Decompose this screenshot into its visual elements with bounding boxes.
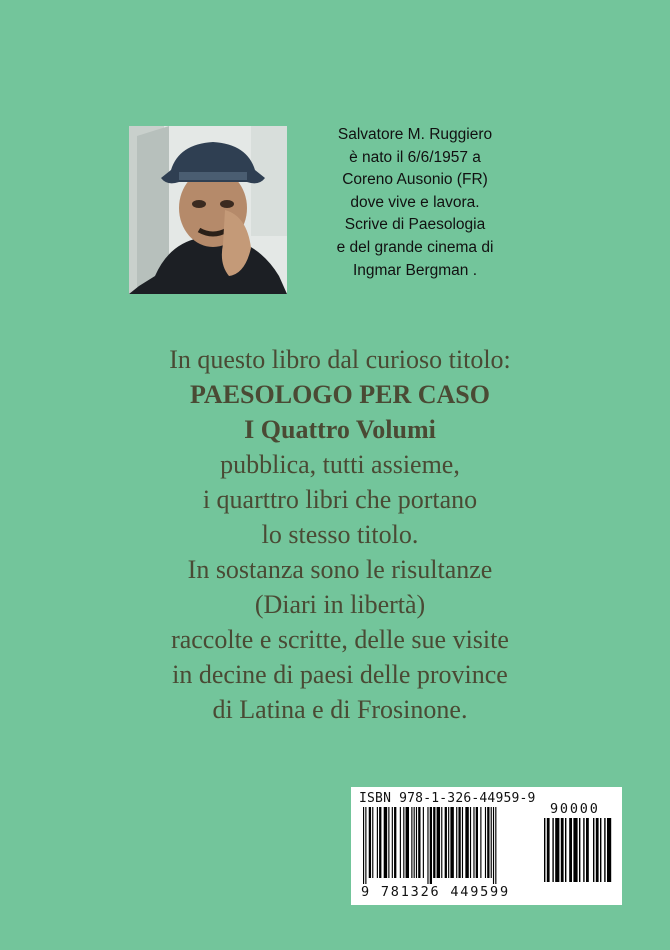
addon-barcode-bars: [544, 818, 614, 888]
barcode-bar: [379, 807, 381, 878]
barcode-bar: [596, 818, 599, 882]
barcode-bar: [480, 807, 481, 878]
bio-line: Coreno Ausonio (FR): [342, 171, 488, 189]
barcode-bar: [403, 807, 404, 878]
blurb-line: pubblica, tutti assieme,: [220, 450, 460, 479]
barcode-bar: [369, 807, 371, 878]
barcode-bar: [583, 818, 584, 882]
author-bio: [300, 124, 530, 282]
barcode-bar: [465, 807, 468, 878]
barcode-bar: [423, 807, 424, 878]
addon-digits: 90000: [550, 801, 600, 817]
barcode-bar: [400, 807, 401, 878]
author-photo: [129, 126, 287, 294]
barcode-bar: [573, 818, 577, 882]
barcode-bar: [450, 807, 453, 878]
barcode-bar: [495, 807, 496, 884]
isbn-barcode: [351, 787, 622, 905]
book-title: PAESOLOGO PER CASO: [189, 380, 490, 409]
bio-line: Salvatore M. Ruggiero: [337, 126, 493, 143]
blurb-line: i quarttro libri che portano: [202, 485, 478, 514]
barcode-bar: [414, 807, 415, 878]
barcode-bar: [544, 818, 545, 882]
blurb-line: In sostanza sono le risultanze: [187, 555, 493, 584]
barcode-bar: [411, 807, 412, 878]
barcode-bar: [487, 807, 489, 878]
barcode-bar: [604, 818, 605, 882]
barcode-bar: [456, 807, 457, 878]
blurb-line: raccolte e scritte, delle sue visite: [171, 625, 509, 654]
barcode-bar: [445, 807, 447, 878]
barcode-bar: [437, 807, 440, 878]
barcode-bar: [388, 807, 389, 878]
barcode-bar: [441, 807, 442, 878]
bio-line: e del grande cinema di: [336, 238, 494, 256]
barcode-bar: [416, 807, 417, 878]
blurb-intro: In questo libro dal curioso titolo:: [169, 345, 511, 374]
bio-line: Scrive di Paesologia: [344, 216, 486, 234]
barcode-bar: [485, 807, 486, 878]
barcode-bar: [384, 807, 387, 878]
barcode-bar: [418, 807, 420, 878]
barcode-bar: [448, 807, 449, 878]
barcode-bar: [607, 818, 611, 882]
barcode-bar: [552, 818, 553, 882]
barcode-bar: [593, 818, 594, 882]
barcode-bar: [430, 807, 432, 884]
barcode-bar: [473, 807, 474, 878]
barcode-bars: [363, 807, 538, 884]
barcode-bar: [493, 807, 494, 884]
ean-digits: 9 781326 449599: [361, 884, 510, 900]
barcode-bar: [555, 818, 559, 882]
blurb-line: lo stesso titolo.: [261, 520, 419, 549]
bio-line: è nato il 6/6/1957 a: [349, 148, 481, 166]
barcode-bar: [491, 807, 492, 878]
barcode-bar: [365, 807, 366, 884]
barcode-bar: [586, 818, 589, 882]
bio-line: Ingmar Bergman .: [352, 261, 478, 279]
barcode-bar: [600, 818, 601, 882]
book-blurb: [60, 342, 620, 727]
barcode-bar: [394, 807, 396, 878]
blurb-line: in decine di paesi delle province: [172, 660, 508, 689]
barcode-bar: [476, 807, 478, 878]
barcode-bar: [561, 818, 564, 882]
barcode-bar: [406, 807, 409, 878]
barcode-bar: [579, 818, 580, 882]
book-subtitle: I Quattro Volumi: [244, 415, 436, 444]
barcode-bar: [547, 818, 550, 882]
bio-line: dove vive e lavora.: [350, 193, 480, 211]
barcode-bar: [565, 818, 566, 882]
barcode-bar: [462, 807, 463, 878]
barcode-bar: [372, 807, 373, 878]
blurb-line: di Latina e di Frosinone.: [212, 695, 468, 724]
barcode-bar: [377, 807, 378, 878]
blurb-line: (Diari in libertà): [254, 590, 426, 619]
barcode-bar: [363, 807, 364, 884]
barcode-bar: [433, 807, 435, 878]
barcode-bar: [470, 807, 471, 878]
isbn-label: ISBN 978-1-326-44959-9: [359, 791, 536, 806]
barcode-bar: [569, 818, 572, 882]
barcode-bar: [392, 807, 393, 878]
barcode-bar: [458, 807, 460, 878]
barcode-bar: [427, 807, 428, 884]
